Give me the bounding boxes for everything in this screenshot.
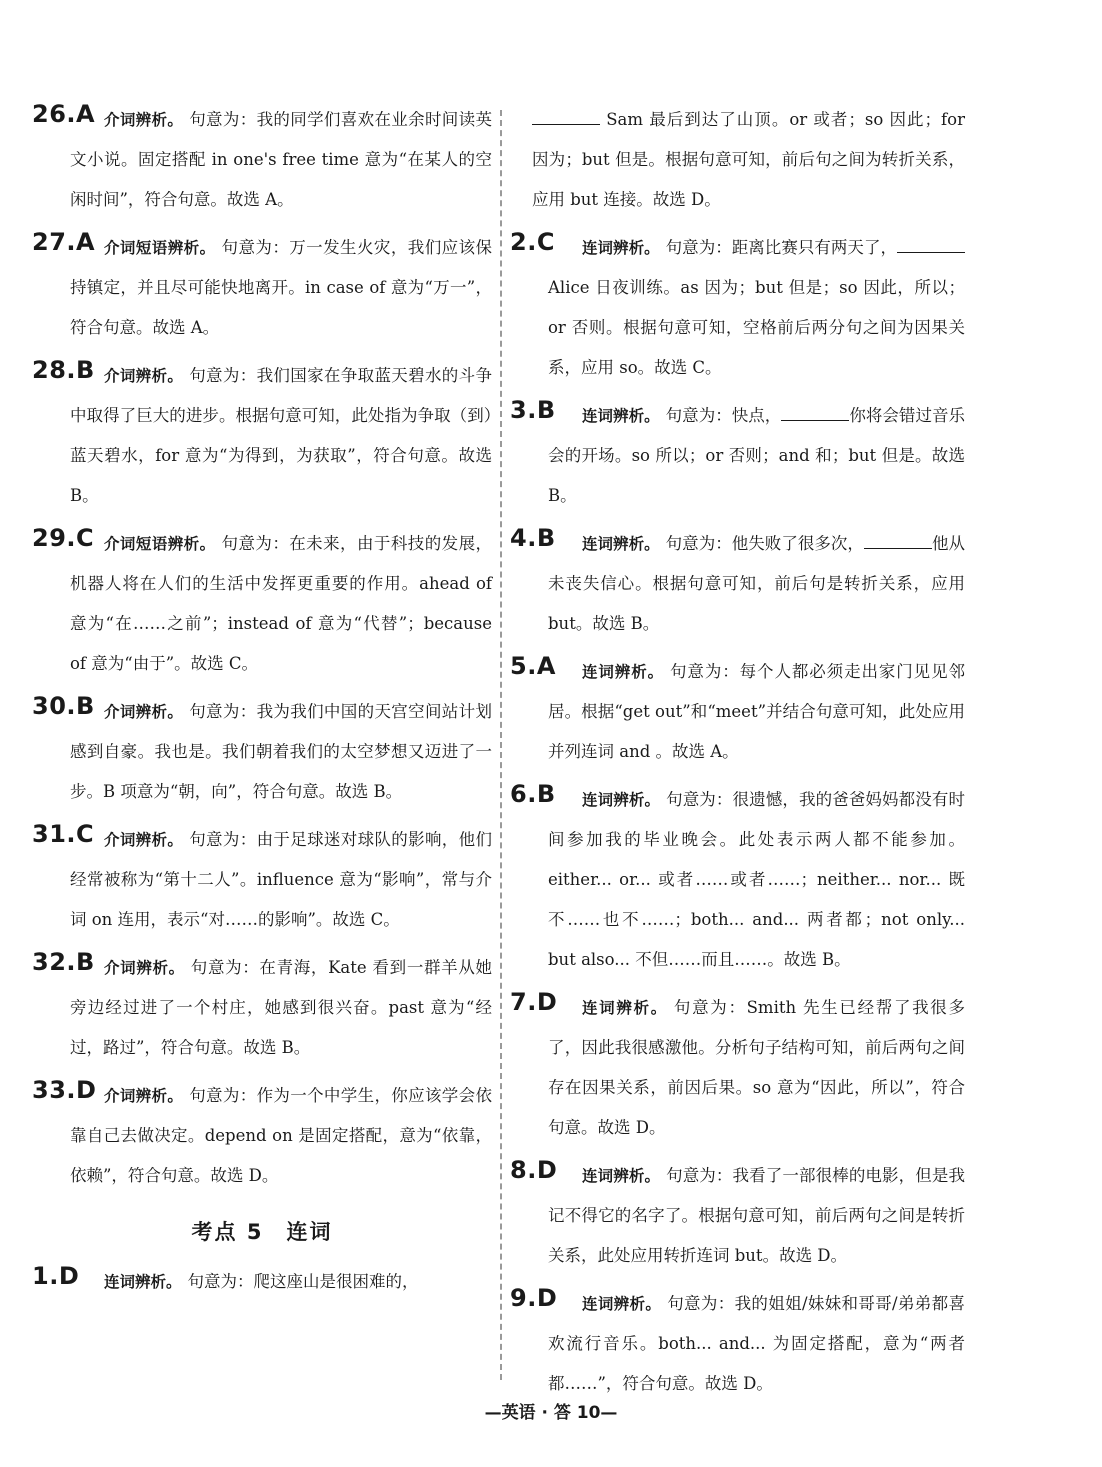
answer-5: [510, 652, 965, 772]
answer-number: 30.B: [32, 692, 95, 720]
answer-type: 连词辨析。: [582, 535, 660, 553]
answer-number: 6.B: [510, 780, 556, 808]
section-title: 考点 5 连词: [191, 1220, 333, 1244]
answer-type: 介词辨析。: [104, 703, 184, 721]
answer-number: 27.A: [32, 228, 96, 256]
answer-number: 4.B: [510, 524, 556, 552]
answer-blank: [864, 530, 932, 549]
answer-4: [510, 524, 965, 644]
column-divider: [500, 110, 502, 1380]
answer-number: 28.B: [32, 356, 95, 384]
answer-type: 连词辨析。: [582, 999, 668, 1017]
answer-2: [510, 228, 965, 388]
answer-type: 连词辨析。: [582, 407, 660, 425]
answer-type: 连词辨析。: [582, 1167, 661, 1185]
left-column: [32, 100, 492, 1310]
answer-number: 7.D: [510, 988, 558, 1016]
answer-number: 29.C: [32, 524, 95, 552]
answer-type: 连词辨析。: [582, 1295, 662, 1313]
right-column: [510, 100, 965, 1412]
answer-explanation: 句意为：我的姐姐/妹妹和哥哥/弟弟都喜欢流行音乐。both... and... 为固定搭配，意为“两者都……”，符合句意。故选 D。: [548, 1294, 965, 1393]
answer-explanation: 句意为：我们国家在争取蓝天碧水的斗争中取得了巨大的进步。根据句意可知，此处指为争取（到）蓝天碧水，for 意为“为得到，为获取”，符合句意。故选 B。: [70, 366, 492, 505]
answer-33: [32, 1076, 492, 1196]
answer-type: 介词辨析。: [104, 111, 184, 129]
answer-31: [32, 820, 492, 940]
answer-28: [32, 356, 492, 516]
answer-type: 介词短语辨析。: [104, 535, 216, 553]
answer-blank: [532, 106, 600, 125]
answer-type: 介词辨析。: [104, 831, 184, 849]
answer-explanation: 句意为：万一发生火灾，我们应该保持镇定，并且尽可能快地离开。in case of 意为“万一”，符合句意。故选 A。: [70, 238, 492, 337]
answer-number: 33.D: [32, 1076, 97, 1104]
answer-explanation: 句意为：Smith 先生已经帮了我很多了，因此我很感激他。分析句子结构可知，前后两句之间存在因果关系，前因后果。so 意为“因此，所以”，符合句意。故选 D。: [548, 998, 965, 1137]
answer-type: 连词辨析。: [104, 1273, 182, 1291]
answer-26: [32, 100, 492, 220]
answer-explanation: 句意为：在未来，由于科技的发展，机器人将在人们的生活中发挥更重要的作用。ahead of 意为“在……之前”；instead of 意为“代替”；because of 意为“由于”。故选 C。: [70, 534, 492, 673]
answer-explanation: 句意为：我的同学们喜欢在业余时间读英文小说。固定搭配 in one's free time 意为“在某人的空闲时间”，符合句意。故选 A。: [70, 110, 492, 209]
answer-32: [32, 948, 492, 1068]
answer-explanation: 句意为：很遗憾，我的爸爸妈妈都没有时间参加我的毕业晚会。此处表示两人都不能参加。either... or... 或者……或者……；neither... nor... 既不……也不……；both... and... 两者都；not only... but also... 不但……而且……。故选 B。: [548, 790, 965, 969]
answer-27: [32, 228, 492, 348]
answer-type: 介词辨析。: [104, 1087, 184, 1105]
answer-number: 2.C: [510, 228, 555, 256]
answer-type: 介词辨析。: [104, 367, 184, 385]
answer-8: [510, 1156, 965, 1276]
answer-9: [510, 1284, 965, 1404]
answer-explanation: 句意为：距离比赛只有两天了，: [665, 238, 897, 257]
answer-number: 9.D: [510, 1284, 558, 1312]
answer-3: [510, 396, 965, 516]
answer-number: 31.C: [32, 820, 95, 848]
answer-type: 介词短语辨析。: [104, 239, 216, 257]
answer-6: [510, 780, 965, 980]
answer-explanation: 句意为：每个人都必须走出家门见见邻居。根据“get out”和“meet”并结合句意可知，此处应用并列连词 and 。故选 A。: [548, 662, 965, 761]
answer-explanation: 句意为：他失败了很多次，: [665, 534, 864, 553]
answer-explanation: 句意为：在青海，Kate 看到一群羊从她旁边经过进了一个村庄，她感到很兴奋。past 意为“经过，路过”，符合句意。故选 B。: [70, 958, 492, 1057]
page-footer: —英语 · 答 10—: [484, 1403, 618, 1423]
answer-explanation: 他从未丧失信心。根据句意可知，前后句是转折关系，应用 but。故选 B。: [548, 534, 966, 633]
answer-explanation: 句意为：我为我们中国的天宫空间站计划感到自豪。我也是。我们朝着我们的太空梦想又迈进了一步。B 项意为“朝，向”，符合句意。故选 B。: [70, 702, 492, 801]
answer-number: 1.D: [32, 1262, 80, 1290]
answer-number: 32.B: [32, 948, 95, 976]
answer-explanation: 你将会错过音乐会的开场。so 所以；or 否则；and 和；but 但是。故选 B。: [548, 406, 966, 505]
answer-type: 连词辨析。: [582, 663, 665, 681]
answer-number: 26.A: [32, 100, 96, 128]
answer-number: 5.A: [510, 652, 556, 680]
answer-explanation: 句意为：快点，: [665, 406, 782, 425]
answer-explanation: 句意为：由于足球迷对球队的影响，他们经常被称为“第十二人”。influence 意为“影响”，常与介词 on 连用，表示“对……的影响”。故选 C。: [70, 830, 492, 929]
answer-30: [32, 692, 492, 812]
answer-explanation: Sam 最后到达了山顶。or 或者；so 因此；for 因为；but 但是。根据句意可知，前后句之间为转折关系，应用 but 连接。故选 D。: [532, 110, 965, 209]
answer-type: 介词辨析。: [104, 959, 185, 977]
answer-explanation: Alice 日夜训练。as 因为；but 但是；so 因此，所以；or 否则。根据句意可知，空格前后两分句之间为因果关系，应用 so。故选 C。: [548, 278, 965, 377]
answer-explanation: 句意为：作为一个中学生，你应该学会依靠自己去做决定。depend on 是固定搭配，意为“依靠，依赖”，符合句意。故选 D。: [70, 1086, 492, 1185]
answer-7: [510, 988, 965, 1148]
answer-1: [32, 1262, 492, 1302]
answer-type: 连词辨析。: [582, 239, 660, 257]
answer-1-continued: [510, 100, 965, 220]
answer-number: 3.B: [510, 396, 556, 424]
answer-explanation: 句意为：爬这座山是很困难的，: [187, 1272, 419, 1291]
answer-number: 8.D: [510, 1156, 558, 1184]
answer-explanation: 句意为：我看了一部很棒的电影，但是我记不得它的名字了。根据句意可知，前后两句之间是转折关系，此处应用转折连词 but。故选 D。: [548, 1166, 965, 1265]
answer-blank: [897, 234, 965, 253]
answer-blank: [781, 402, 849, 421]
answer-29: [32, 524, 492, 684]
answer-type: 连词辨析。: [582, 791, 661, 809]
